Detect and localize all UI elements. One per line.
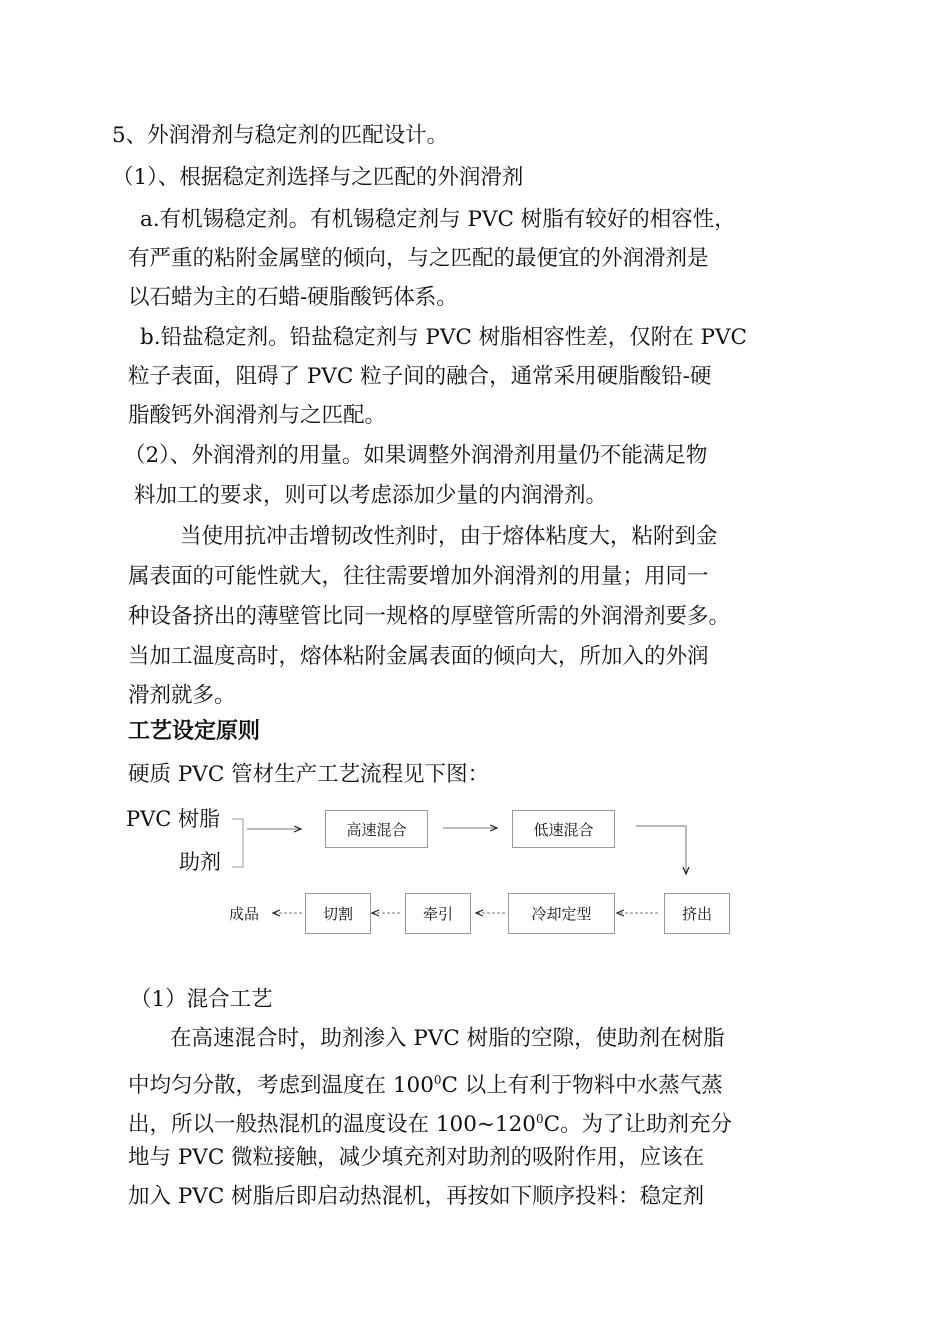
section-title: 5、外润滑剂与稳定剂的匹配设计。 xyxy=(112,123,449,148)
paragraph-line-3: 种设备挤出的薄壁管比同一规格的厚壁管所需的外润滑剂要多。 xyxy=(128,604,731,629)
paragraph-line-2: 属表面的可能性就大，往往需要增加外润滑剂的用量；用同一 xyxy=(128,564,709,589)
para-b-line-1: b.铅盐稳定剂。铅盐稳定剂与 PVC 树脂相容性差，仅附在 PVC xyxy=(140,325,747,350)
subsection-2-line-2: 料加工的要求，则可以考虑添加少量的内润滑剂。 xyxy=(134,483,608,508)
mixing-line-2 xyxy=(128,1065,723,1101)
para-a-line-1: a.有机锡稳定剂。有机锡稳定剂与 PVC 树脂有较好的相容性， xyxy=(140,207,736,232)
flow-box-cooling-sizing-label: 冷却定型 xyxy=(531,905,592,923)
mixing-line-3 xyxy=(128,1104,732,1140)
para-b-line-3: 脂酸钙外润滑剂与之匹配。 xyxy=(128,403,387,428)
para-b-line-2: 粒子表面，阻碍了 PVC 粒子间的融合，通常采用硬脂酸铅-硬 xyxy=(128,364,712,389)
paragraph-line-4: 当加工温度高时，熔体粘附金属表面的倾向大，所加入的外润 xyxy=(128,644,709,669)
mixing-title: （1）混合工艺 xyxy=(130,987,273,1012)
flow-box-extrude-label: 挤出 xyxy=(681,905,712,923)
process-intro: 硬质 PVC 管材生产工艺流程见下图： xyxy=(128,762,490,787)
flow-box-cutting-label: 切割 xyxy=(322,905,353,923)
paragraph-line-1: 当使用抗冲击增韧改性剂时，由于熔体粘度大，粘附到金 xyxy=(180,524,718,549)
para-a-line-3: 以石蜡为主的石蜡-硬脂酸钙体系。 xyxy=(128,285,458,310)
flow-input-additive: 助剂 xyxy=(179,850,221,874)
process-heading: 工艺设定原则 xyxy=(128,719,261,744)
flow-input-bracket xyxy=(232,819,243,867)
mixing-line-5: 加入 PVC 树脂后即启动热混机，再按如下顺序投料：稳定剂 xyxy=(128,1184,705,1209)
mixing-line-3-text: 出，所以一般热混机的温度设在 100~120 xyxy=(128,1112,536,1138)
flow-box-haul-off-label: 牵引 xyxy=(422,905,453,923)
mixing-line-1: 在高速混合时，助剂渗入 PVC 树脂的空隙，使助剂在树脂 xyxy=(170,1026,725,1051)
subsection-1-title: （1）、根据稳定剂选择与之匹配的外润滑剂 xyxy=(112,165,524,190)
flow-arrow-to-extrude xyxy=(636,826,686,874)
flow-box-high-speed-mix-label: 高速混合 xyxy=(346,820,407,839)
subsection-2-line-1: （2）、外润滑剂的用量。如果调整外润滑剂用量仍不能满足物 xyxy=(124,443,708,468)
paragraph-line-5: 滑剂就多。 xyxy=(128,683,236,708)
para-a-line-2: 有严重的粘附金属壁的倾向，与之匹配的最便宜的外润滑剂是 xyxy=(128,246,709,271)
mixing-line-3-text-end: C。为了让助剂充分 xyxy=(543,1112,733,1138)
mixing-line-2-text: 中均匀分散，考虑到温度在 100 xyxy=(128,1073,434,1099)
flow-box-low-speed-mix-label: 低速混合 xyxy=(533,820,594,839)
flow-output-product: 成品 xyxy=(229,905,260,923)
mixing-line-4: 地与 PVC 微粒接触，减少填充剂对助剂的吸附作用，应该在 xyxy=(128,1145,705,1170)
mixing-line-2-text-end: C 以上有利于物料中水蒸气蒸 xyxy=(441,1073,723,1099)
degree-superscript: 0 xyxy=(535,1112,544,1126)
degree-superscript: 0 xyxy=(433,1073,442,1087)
flow-input-pvc-resin: PVC 树脂 xyxy=(126,807,221,831)
